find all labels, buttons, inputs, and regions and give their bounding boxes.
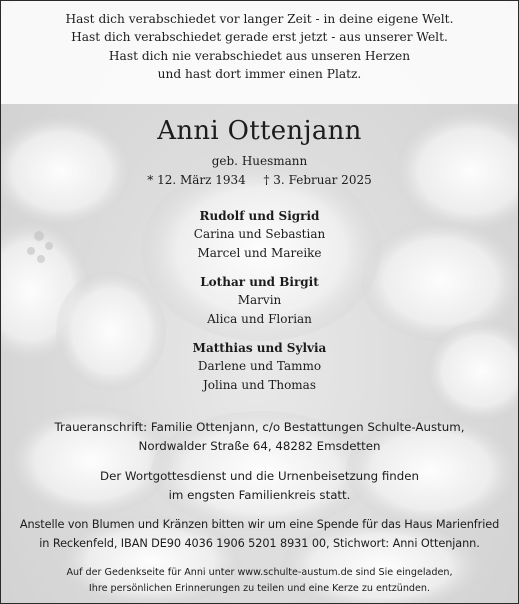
family-group bbox=[1, 273, 518, 328]
address-line: Nordwalder Straße 64, 48282 Emsdetten bbox=[138, 438, 381, 453]
family-member: Darlene und Tammo bbox=[197, 359, 322, 373]
family-head: Rudolf und Sigrid bbox=[199, 209, 320, 223]
address-line: Traueranschrift: Familie Ottenjann, c/o Bestattungen Schulte-Austum, bbox=[54, 420, 465, 434]
service-block bbox=[1, 467, 518, 504]
service-line: im engsten Familienkreis statt. bbox=[168, 487, 351, 502]
poem-block bbox=[1, 1, 518, 104]
family-head: Lothar und Birgit bbox=[200, 275, 319, 289]
poem-line: und hast dort immer einen Platz. bbox=[157, 67, 362, 82]
family-member: Marvin bbox=[237, 293, 282, 307]
family-group bbox=[1, 207, 518, 262]
obituary-content bbox=[1, 1, 518, 603]
life-dates bbox=[1, 172, 518, 189]
family-head: Matthias und Sylvia bbox=[192, 341, 327, 355]
death-date: † 3. Februar 2025 bbox=[263, 173, 372, 187]
footer-line: Auf der Gedenkseite für Anni unter www.schulte-austum.de sind Sie eingeladen, bbox=[66, 567, 453, 578]
poem-line: Hast dich nie verabschiedet aus unseren Herzen bbox=[108, 48, 411, 63]
birth-date: * 12. März 1934 bbox=[147, 173, 246, 187]
family-member: Carina und Sebastian bbox=[193, 227, 326, 241]
family-member: Marcel und Mareike bbox=[197, 245, 322, 260]
family-member: Alica und Florian bbox=[207, 311, 312, 326]
family-group bbox=[1, 339, 518, 394]
donation-line: in Reckenfeld, IBAN DE90 4036 1906 5201 8931 00, Stichwort: Anni Ottenjann. bbox=[39, 536, 480, 550]
address-block bbox=[1, 418, 518, 455]
poem-line: Hast dich verabschiedet vor langer Zeit - in deine eigene Welt. bbox=[65, 12, 454, 26]
donation-block bbox=[1, 516, 518, 553]
family-member: Jolina und Thomas bbox=[202, 377, 316, 392]
donation-line: Anstelle von Blumen und Kränzen bitten wir um eine Spende für das Haus Marienfried bbox=[19, 518, 500, 531]
deceased-name: Anni Ottenjann bbox=[157, 116, 362, 146]
maiden-name: geb. Huesmann bbox=[211, 154, 308, 168]
service-line: Der Wortgottesdienst und die Urnenbeisetzung finden bbox=[99, 469, 419, 483]
poem-line: Hast dich verabschiedet gerade erst jetzt - aus unserer Welt. bbox=[71, 30, 448, 45]
footer-line: Ihre persönlichen Erinnerungen zu teilen und eine Kerze zu entzünden. bbox=[88, 582, 431, 594]
footer-note bbox=[1, 565, 518, 596]
